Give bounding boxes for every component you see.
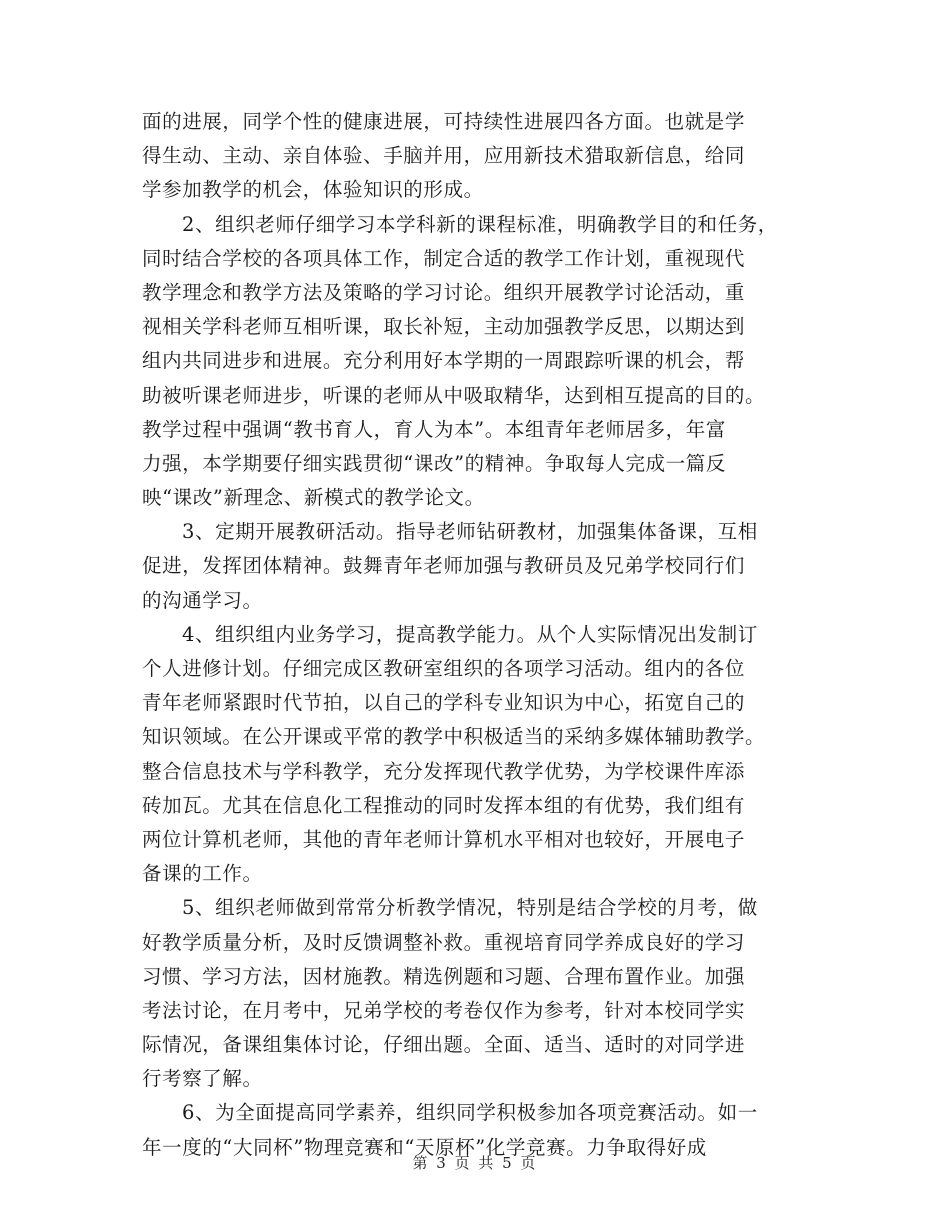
text-line: 得生动、主动、亲自体验、手脑并用，应用新技术猎取新信息，给同 (142, 144, 746, 168)
paragraph-first-line: 5、组织老师做到常常分析教学情况，特别是结合学校的月考，做 (182, 896, 758, 920)
text-line: 个人进修计划。仔细完成区教研室组织的各项学习活动。组内的各位 (142, 657, 746, 680)
text-line: 力强，本学期要仔细实践贯彻“课改”的精神。争取每人完成一篇反 (142, 451, 726, 475)
text-line: 考法讨论，在月考中，兄弟学校的考卷仅作为参考，针对本校同学实 (142, 998, 746, 1022)
paragraph-first-line: 2、组织老师仔细学习本学科新的课程标准，明确教学目的和任务， (182, 212, 778, 236)
text-line: 年一度的“大同杯”物理竞赛和“天原杯”化学竞赛。力争取得好成 (142, 1135, 707, 1159)
text-line: 映“课改”新理念、新模式的教学论文。 (142, 486, 485, 510)
text-line: 两位计算机老师，其他的青年老师计算机水平相对也较好，开展电子 (142, 827, 746, 851)
paragraph-first-line: 3、定期开展教研活动。指导老师钻研教材，加强集体备课，互相 (182, 520, 758, 544)
text-line: 好教学质量分析，及时反馈调整补救。重视培育同学养成良好的学习 (142, 930, 746, 954)
paragraph-first-line: 4、组织组内业务学习，提高教学能力。从个人实际情况出发制订 (182, 622, 758, 646)
text-line: 教学过程中强调“教书育人，育人为本”。本组青年老师居多，年富 (142, 417, 726, 441)
text-line: 同时结合学校的各项具体工作，制定合适的教学工作计划，重视现代 (142, 246, 746, 270)
text-line: 青年老师紧跟时代节拍，以自己的学科专业知识为中心，拓宽自己的 (142, 691, 746, 715)
text-line: 组内共同进步和进展。充分利用好本学期的一周跟踪听课的机会，帮 (142, 349, 746, 373)
text-line: 习惯、学习方法，因材施教。精选例题和习题、合理布置作业。加强 (142, 964, 746, 988)
text-line: 砖加瓦。尤其在信息化工程推动的同时发挥本组的有优势，我们组有 (142, 793, 746, 817)
text-line: 教学理念和教学方法及策略的学习讨论。组织开展教学讨论活动，重 (142, 280, 746, 304)
text-line: 学参加教学的机会，体验知识的形成。 (142, 178, 484, 202)
text-line: 知识领域。在公开课或平常的教学中积极适当的采纳多媒体辅助教学。 (142, 725, 766, 749)
text-line: 际情况，备课组集体讨论，仔细出题。全面、适当、适时的对同学进 (142, 1033, 746, 1057)
text-line: 助被听课老师进步，听课的老师从中吸取精华，达到相互提高的目的。 (142, 383, 766, 407)
text-line: 视相关学科老师互相听课，取长补短，主动加强教学反思，以期达到 (142, 315, 746, 339)
text-line: 的沟通学习。 (142, 588, 263, 612)
paragraph-first-line: 6、为全面提高同学素养，组织同学积极参加各项竞赛活动。如一 (182, 1101, 758, 1125)
text-line: 备课的工作。 (142, 862, 263, 886)
page-footer: 第 3 页 共 5 页 (412, 1154, 538, 1172)
text-line: 促进，发挥团体精神。鼓舞青年老师加强与教研员及兄弟学校同行们 (142, 554, 746, 578)
document-body (142, 105, 812, 1165)
text-line: 整合信息技术与学科教学，充分发挥现代教学优势，为学校课件库添 (142, 759, 746, 783)
text-line: 行考察了解。 (142, 1067, 263, 1091)
text-line: 面的进展，同学个性的健康进展，可持续性进展四各方面。也就是学 (142, 110, 746, 133)
